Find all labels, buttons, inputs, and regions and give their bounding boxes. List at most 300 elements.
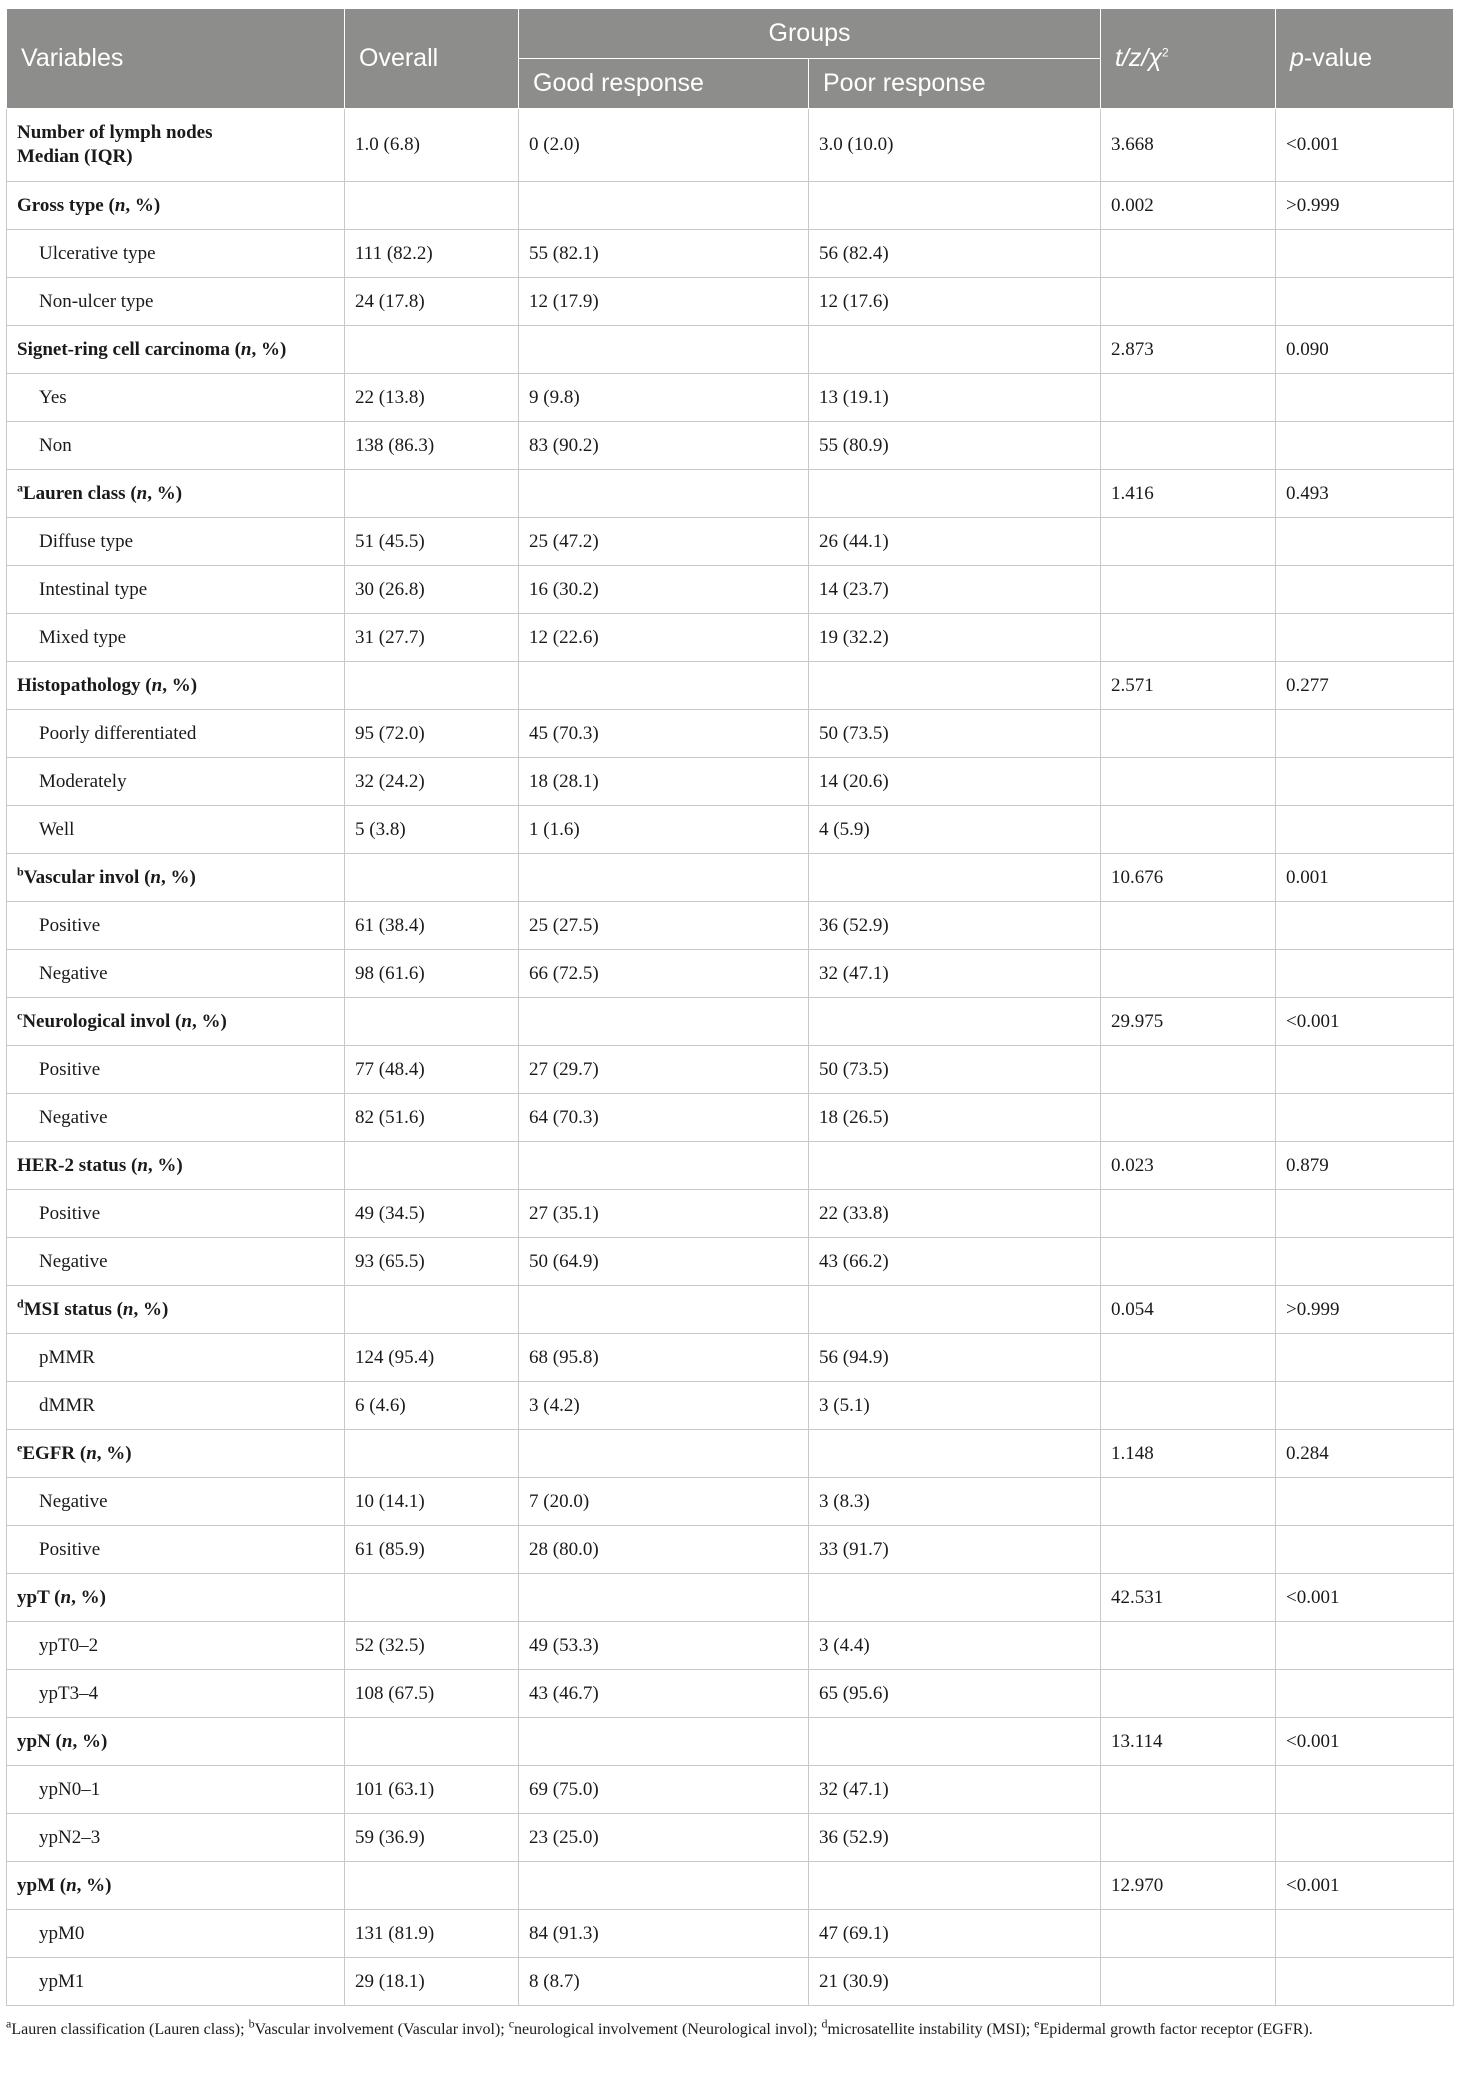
overall-cell: 5 (3.8) — [345, 806, 519, 854]
variable-footnote-marker: b — [17, 864, 24, 879]
table-row — [7, 1382, 1454, 1430]
table-row — [7, 374, 1454, 422]
table-row — [7, 614, 1454, 662]
statistic-cell — [1101, 614, 1276, 662]
variable-cell — [7, 1718, 345, 1766]
variable-suffix-close: , %) — [96, 1442, 132, 1464]
variable-label: Signet-ring cell carcinoma — [17, 338, 230, 360]
variable-label: EGFR — [22, 1442, 76, 1464]
poor-response-cell: 3.0 (10.0) — [809, 109, 1101, 182]
pvalue-cell — [1276, 1238, 1454, 1286]
variable-suffix-open: ( — [125, 482, 137, 504]
statistic-cell — [1101, 278, 1276, 326]
variable-cell: ypN2–3 — [7, 1814, 345, 1862]
pvalue-cell — [1276, 1190, 1454, 1238]
pvalue-cell — [1276, 518, 1454, 566]
variable-cell: Negative — [7, 1094, 345, 1142]
variable-label: ypM — [17, 1874, 55, 1896]
statistic-cell: 29.975 — [1101, 998, 1276, 1046]
overall-cell — [345, 998, 519, 1046]
data-table — [6, 8, 1454, 2006]
col-header-variables: Variables — [7, 9, 345, 109]
statistic-cell — [1101, 1814, 1276, 1862]
poor-response-cell: 36 (52.9) — [809, 1814, 1101, 1862]
statistic-cell — [1101, 230, 1276, 278]
statistic-cell — [1101, 1478, 1276, 1526]
good-response-cell — [519, 1718, 809, 1766]
pvalue-cell — [1276, 614, 1454, 662]
table-row — [7, 1526, 1454, 1574]
pvalue-cell: 0.879 — [1276, 1142, 1454, 1190]
table-row — [7, 902, 1454, 950]
good-response-cell: 45 (70.3) — [519, 710, 809, 758]
good-response-cell — [519, 1286, 809, 1334]
variable-label-line1: Number of lymph nodes — [17, 122, 213, 143]
poor-response-cell: 4 (5.9) — [809, 806, 1101, 854]
variable-label: ypT — [17, 1586, 50, 1608]
variable-cell — [7, 1862, 345, 1910]
pvalue-cell: >0.999 — [1276, 182, 1454, 230]
variable-cell: Moderately — [7, 758, 345, 806]
statistic-cell — [1101, 758, 1276, 806]
poor-response-cell: 55 (80.9) — [809, 422, 1101, 470]
pvalue-cell — [1276, 374, 1454, 422]
col-header-good: Good response — [519, 59, 809, 109]
footnote-marker: d — [821, 2016, 828, 2031]
variable-label: Vascular invol — [23, 866, 140, 888]
good-response-cell: 8 (8.7) — [519, 1958, 809, 2006]
variable-suffix-open: ( — [49, 1586, 61, 1608]
overall-cell — [345, 470, 519, 518]
good-response-cell — [519, 1574, 809, 1622]
table-row — [7, 1958, 1454, 2006]
footnote-text: Vascular involvement (Vascular invol); — [254, 2021, 509, 2038]
table-row — [7, 1286, 1454, 1334]
good-response-cell — [519, 998, 809, 1046]
statistic-cell — [1101, 374, 1276, 422]
statistic-cell — [1101, 566, 1276, 614]
pvalue-cell — [1276, 902, 1454, 950]
variable-footnote-marker: a — [17, 480, 23, 495]
variable-suffix-n: n — [136, 482, 148, 504]
variable-cell: Yes — [7, 374, 345, 422]
variable-cell: Diffuse type — [7, 518, 345, 566]
pvalue-cell: <0.001 — [1276, 109, 1454, 182]
table-row — [7, 1622, 1454, 1670]
variable-suffix-open: ( — [170, 1010, 182, 1032]
poor-response-cell — [809, 998, 1101, 1046]
variable-label: Histopathology — [17, 674, 141, 696]
table-row — [7, 326, 1454, 374]
pvalue-p: p — [1290, 44, 1304, 72]
variable-cell — [7, 470, 345, 518]
table-row — [7, 662, 1454, 710]
pvalue-cell: 0.277 — [1276, 662, 1454, 710]
statistic-cell: 2.571 — [1101, 662, 1276, 710]
table-row — [7, 854, 1454, 902]
table-row — [7, 278, 1454, 326]
table-header — [7, 9, 1454, 109]
good-response-cell: 69 (75.0) — [519, 1766, 809, 1814]
poor-response-cell: 3 (8.3) — [809, 1478, 1101, 1526]
variable-suffix-n: n — [114, 194, 126, 216]
variable-suffix-close: , %) — [71, 1586, 106, 1608]
poor-response-cell: 22 (33.8) — [809, 1190, 1101, 1238]
poor-response-cell — [809, 1718, 1101, 1766]
variable-suffix-close: , %) — [162, 674, 198, 696]
variable-cell: Poorly differentiated — [7, 710, 345, 758]
overall-cell: 59 (36.9) — [345, 1814, 519, 1862]
overall-cell — [345, 326, 519, 374]
statistic-cell — [1101, 1622, 1276, 1670]
poor-response-cell: 3 (5.1) — [809, 1382, 1101, 1430]
poor-response-cell — [809, 326, 1101, 374]
good-response-cell — [519, 854, 809, 902]
variable-suffix-open: ( — [229, 338, 241, 360]
variable-cell: ypT3–4 — [7, 1670, 345, 1718]
variable-cell — [7, 662, 345, 710]
good-response-cell — [519, 1142, 809, 1190]
pvalue-cell: <0.001 — [1276, 998, 1454, 1046]
overall-cell: 82 (51.6) — [345, 1094, 519, 1142]
overall-cell: 6 (4.6) — [345, 1382, 519, 1430]
variable-suffix-n: n — [66, 1874, 77, 1896]
statistic-cell: 1.148 — [1101, 1430, 1276, 1478]
poor-response-cell: 50 (73.5) — [809, 710, 1101, 758]
good-response-cell: 50 (64.9) — [519, 1238, 809, 1286]
variable-suffix-n: n — [61, 1730, 73, 1752]
pvalue-cell: 0.001 — [1276, 854, 1454, 902]
good-response-cell: 7 (20.0) — [519, 1478, 809, 1526]
overall-cell: 108 (67.5) — [345, 1670, 519, 1718]
variable-cell: Mixed type — [7, 614, 345, 662]
overall-cell: 49 (34.5) — [345, 1190, 519, 1238]
table-container — [6, 8, 1453, 2042]
pvalue-cell: <0.001 — [1276, 1862, 1454, 1910]
statistic-cell — [1101, 422, 1276, 470]
variable-suffix-close: , %) — [147, 1154, 183, 1176]
overall-cell: 30 (26.8) — [345, 566, 519, 614]
statistic-cell: 42.531 — [1101, 1574, 1276, 1622]
poor-response-cell — [809, 662, 1101, 710]
poor-response-cell: 36 (52.9) — [809, 902, 1101, 950]
variable-suffix-close: , %) — [133, 1298, 169, 1320]
poor-response-cell: 26 (44.1) — [809, 518, 1101, 566]
pvalue-cell — [1276, 1814, 1454, 1862]
poor-response-cell: 32 (47.1) — [809, 950, 1101, 998]
table-row — [7, 998, 1454, 1046]
good-response-cell: 64 (70.3) — [519, 1094, 809, 1142]
variable-suffix-open: ( — [111, 1298, 123, 1320]
footnote-text: Lauren classification (Lauren class); — [11, 2021, 249, 2038]
statistic-cell: 10.676 — [1101, 854, 1276, 902]
footnote-text: neurological involvement (Neurological invol); — [514, 2021, 822, 2038]
statistic-cell — [1101, 902, 1276, 950]
variable-cell: ypN0–1 — [7, 1766, 345, 1814]
statistic-cell — [1101, 1046, 1276, 1094]
statistic-cell — [1101, 1910, 1276, 1958]
poor-response-cell: 50 (73.5) — [809, 1046, 1101, 1094]
statistic-cell — [1101, 1766, 1276, 1814]
variable-cell: ypT0–2 — [7, 1622, 345, 1670]
statistic-cell — [1101, 1190, 1276, 1238]
table-row — [7, 1478, 1454, 1526]
pvalue-cell — [1276, 1478, 1454, 1526]
variable-cell — [7, 1286, 345, 1334]
variable-suffix-close: , %) — [72, 1730, 108, 1752]
overall-cell: 61 (85.9) — [345, 1526, 519, 1574]
variable-suffix-n: n — [181, 1010, 192, 1032]
table-row — [7, 1190, 1454, 1238]
overall-cell — [345, 1718, 519, 1766]
variable-suffix-close: , %) — [76, 1874, 112, 1896]
poor-response-cell: 47 (69.1) — [809, 1910, 1101, 1958]
overall-cell: 32 (24.2) — [345, 758, 519, 806]
good-response-cell: 66 (72.5) — [519, 950, 809, 998]
overall-cell — [345, 1286, 519, 1334]
variable-label-line2: Median (IQR) — [17, 146, 133, 167]
table-row — [7, 1430, 1454, 1478]
variable-cell — [7, 326, 345, 374]
variable-suffix-close: , %) — [191, 1010, 227, 1032]
col-header-stat — [1101, 9, 1276, 109]
statistic-cell — [1101, 1670, 1276, 1718]
good-response-cell — [519, 662, 809, 710]
poor-response-cell: 65 (95.6) — [809, 1670, 1101, 1718]
variable-suffix-open: ( — [75, 1442, 87, 1464]
variable-suffix-close: , %) — [125, 194, 161, 216]
overall-cell — [345, 182, 519, 230]
variable-cell: Negative — [7, 1238, 345, 1286]
variable-cell — [7, 998, 345, 1046]
variable-cell — [7, 854, 345, 902]
footnote-marker: b — [248, 2016, 255, 2031]
overall-cell — [345, 1574, 519, 1622]
good-response-cell: 28 (80.0) — [519, 1526, 809, 1574]
statistic-cell — [1101, 518, 1276, 566]
statistic-cell — [1101, 710, 1276, 758]
good-response-cell: 12 (17.9) — [519, 278, 809, 326]
table-row — [7, 422, 1454, 470]
overall-cell — [345, 1430, 519, 1478]
statistic-cell — [1101, 1382, 1276, 1430]
good-response-cell: 18 (28.1) — [519, 758, 809, 806]
variable-cell — [7, 182, 345, 230]
variable-cell: Well — [7, 806, 345, 854]
variable-suffix-open: ( — [126, 1154, 138, 1176]
poor-response-cell — [809, 470, 1101, 518]
table-row — [7, 758, 1454, 806]
pvalue-cell — [1276, 1094, 1454, 1142]
pvalue-cell — [1276, 710, 1454, 758]
good-response-cell: 1 (1.6) — [519, 806, 809, 854]
statistic-cell — [1101, 1238, 1276, 1286]
table-row — [7, 1766, 1454, 1814]
table-row — [7, 1718, 1454, 1766]
variable-suffix-n: n — [122, 1298, 134, 1320]
pvalue-cell: 0.284 — [1276, 1430, 1454, 1478]
variable-cell: Negative — [7, 1478, 345, 1526]
pvalue-cell — [1276, 1910, 1454, 1958]
pvalue-cell — [1276, 1958, 1454, 2006]
table-body — [7, 109, 1454, 2006]
variable-cell: Positive — [7, 1046, 345, 1094]
variable-suffix-open: ( — [139, 866, 151, 888]
table-row — [7, 566, 1454, 614]
good-response-cell — [519, 1862, 809, 1910]
overall-cell — [345, 662, 519, 710]
poor-response-cell — [809, 1142, 1101, 1190]
good-response-cell: 25 (47.2) — [519, 518, 809, 566]
table-row — [7, 950, 1454, 998]
pvalue-rest: -value — [1303, 44, 1373, 72]
good-response-cell: 23 (25.0) — [519, 1814, 809, 1862]
table-row — [7, 1142, 1454, 1190]
good-response-cell: 49 (53.3) — [519, 1622, 809, 1670]
variable-cell: pMMR — [7, 1334, 345, 1382]
overall-cell: 111 (82.2) — [345, 230, 519, 278]
table-row — [7, 1910, 1454, 1958]
good-response-cell: 68 (95.8) — [519, 1334, 809, 1382]
good-response-cell: 55 (82.1) — [519, 230, 809, 278]
table-row — [7, 1862, 1454, 1910]
variable-cell: ypM1 — [7, 1958, 345, 2006]
table-row — [7, 1046, 1454, 1094]
variable-cell: Positive — [7, 1190, 345, 1238]
variable-cell: Non-ulcer type — [7, 278, 345, 326]
poor-response-cell: 43 (66.2) — [809, 1238, 1101, 1286]
statistic-cell: 12.970 — [1101, 1862, 1276, 1910]
statistic-cell: 0.002 — [1101, 182, 1276, 230]
variable-suffix-n: n — [86, 1442, 97, 1464]
col-header-pvalue — [1276, 9, 1454, 109]
variable-cell: Intestinal type — [7, 566, 345, 614]
good-response-cell — [519, 182, 809, 230]
poor-response-cell: 56 (94.9) — [809, 1334, 1101, 1382]
poor-response-cell — [809, 1430, 1101, 1478]
overall-cell: 131 (81.9) — [345, 1910, 519, 1958]
variable-cell: dMMR — [7, 1382, 345, 1430]
variable-suffix-open: ( — [140, 674, 152, 696]
variable-cell — [7, 109, 345, 182]
variable-cell: Positive — [7, 902, 345, 950]
statistic-cell — [1101, 1094, 1276, 1142]
statistic-cell — [1101, 1526, 1276, 1574]
variable-label: Neurological invol — [22, 1010, 171, 1032]
variable-cell: ypM0 — [7, 1910, 345, 1958]
overall-cell: 95 (72.0) — [345, 710, 519, 758]
good-response-cell: 0 (2.0) — [519, 109, 809, 182]
statistic-cell: 3.668 — [1101, 109, 1276, 182]
overall-cell: 10 (14.1) — [345, 1478, 519, 1526]
table-row — [7, 230, 1454, 278]
overall-cell: 93 (65.5) — [345, 1238, 519, 1286]
variable-cell — [7, 1574, 345, 1622]
pvalue-cell — [1276, 758, 1454, 806]
table-footnote — [6, 2018, 1453, 2042]
statistic-cell: 13.114 — [1101, 1718, 1276, 1766]
variable-cell: Positive — [7, 1526, 345, 1574]
variable-suffix-n: n — [150, 866, 161, 888]
poor-response-cell — [809, 1286, 1101, 1334]
poor-response-cell: 21 (30.9) — [809, 1958, 1101, 2006]
good-response-cell — [519, 326, 809, 374]
overall-cell: 31 (27.7) — [345, 614, 519, 662]
footnote-text: Epidermal growth factor receptor (EGFR). — [1039, 2021, 1313, 2038]
pvalue-cell: 0.493 — [1276, 470, 1454, 518]
variable-cell — [7, 1430, 345, 1478]
good-response-cell: 3 (4.2) — [519, 1382, 809, 1430]
statistic-cell — [1101, 950, 1276, 998]
overall-cell — [345, 854, 519, 902]
poor-response-cell: 33 (91.7) — [809, 1526, 1101, 1574]
pvalue-cell — [1276, 278, 1454, 326]
col-header-poor: Poor response — [809, 59, 1101, 109]
good-response-cell: 16 (30.2) — [519, 566, 809, 614]
table-row — [7, 1094, 1454, 1142]
table-row — [7, 710, 1454, 758]
good-response-cell: 9 (9.8) — [519, 374, 809, 422]
col-header-groups: Groups — [519, 9, 1101, 59]
good-response-cell: 12 (22.6) — [519, 614, 809, 662]
stat-superscript: 2 — [1162, 45, 1169, 60]
variable-label: Gross type — [17, 194, 104, 216]
statistic-cell: 2.873 — [1101, 326, 1276, 374]
pvalue-cell: <0.001 — [1276, 1718, 1454, 1766]
statistic-cell — [1101, 1958, 1276, 2006]
col-header-overall: Overall — [345, 9, 519, 109]
overall-cell: 29 (18.1) — [345, 1958, 519, 2006]
variable-suffix-n: n — [240, 338, 252, 360]
good-response-cell: 27 (29.7) — [519, 1046, 809, 1094]
poor-response-cell: 32 (47.1) — [809, 1766, 1101, 1814]
overall-cell: 101 (63.1) — [345, 1766, 519, 1814]
variable-label: HER-2 status — [17, 1154, 127, 1176]
overall-cell: 77 (48.4) — [345, 1046, 519, 1094]
pvalue-cell — [1276, 950, 1454, 998]
variable-footnote-marker: c — [17, 1008, 23, 1023]
table-row — [7, 470, 1454, 518]
variable-suffix-open: ( — [50, 1730, 62, 1752]
table-row — [7, 518, 1454, 566]
variable-suffix-n: n — [137, 1154, 148, 1176]
pvalue-cell — [1276, 1766, 1454, 1814]
good-response-cell: 84 (91.3) — [519, 1910, 809, 1958]
pvalue-cell — [1276, 1334, 1454, 1382]
statistic-cell — [1101, 806, 1276, 854]
variable-suffix-n: n — [151, 674, 163, 696]
table-row — [7, 1814, 1454, 1862]
pvalue-cell — [1276, 422, 1454, 470]
variable-cell — [7, 1142, 345, 1190]
poor-response-cell: 12 (17.6) — [809, 278, 1101, 326]
table-row — [7, 1238, 1454, 1286]
variable-label: Lauren class — [23, 482, 126, 504]
good-response-cell — [519, 1430, 809, 1478]
footnote-marker: a — [6, 2016, 12, 2031]
overall-cell: 98 (61.6) — [345, 950, 519, 998]
variable-cell: Negative — [7, 950, 345, 998]
variable-cell: Ulcerative type — [7, 230, 345, 278]
footnote-marker: e — [1034, 2016, 1040, 2031]
good-response-cell: 83 (90.2) — [519, 422, 809, 470]
pvalue-cell: 0.090 — [1276, 326, 1454, 374]
statistic-cell: 0.054 — [1101, 1286, 1276, 1334]
poor-response-cell: 3 (4.4) — [809, 1622, 1101, 1670]
poor-response-cell: 18 (26.5) — [809, 1094, 1101, 1142]
pvalue-cell — [1276, 1382, 1454, 1430]
overall-cell: 1.0 (6.8) — [345, 109, 519, 182]
